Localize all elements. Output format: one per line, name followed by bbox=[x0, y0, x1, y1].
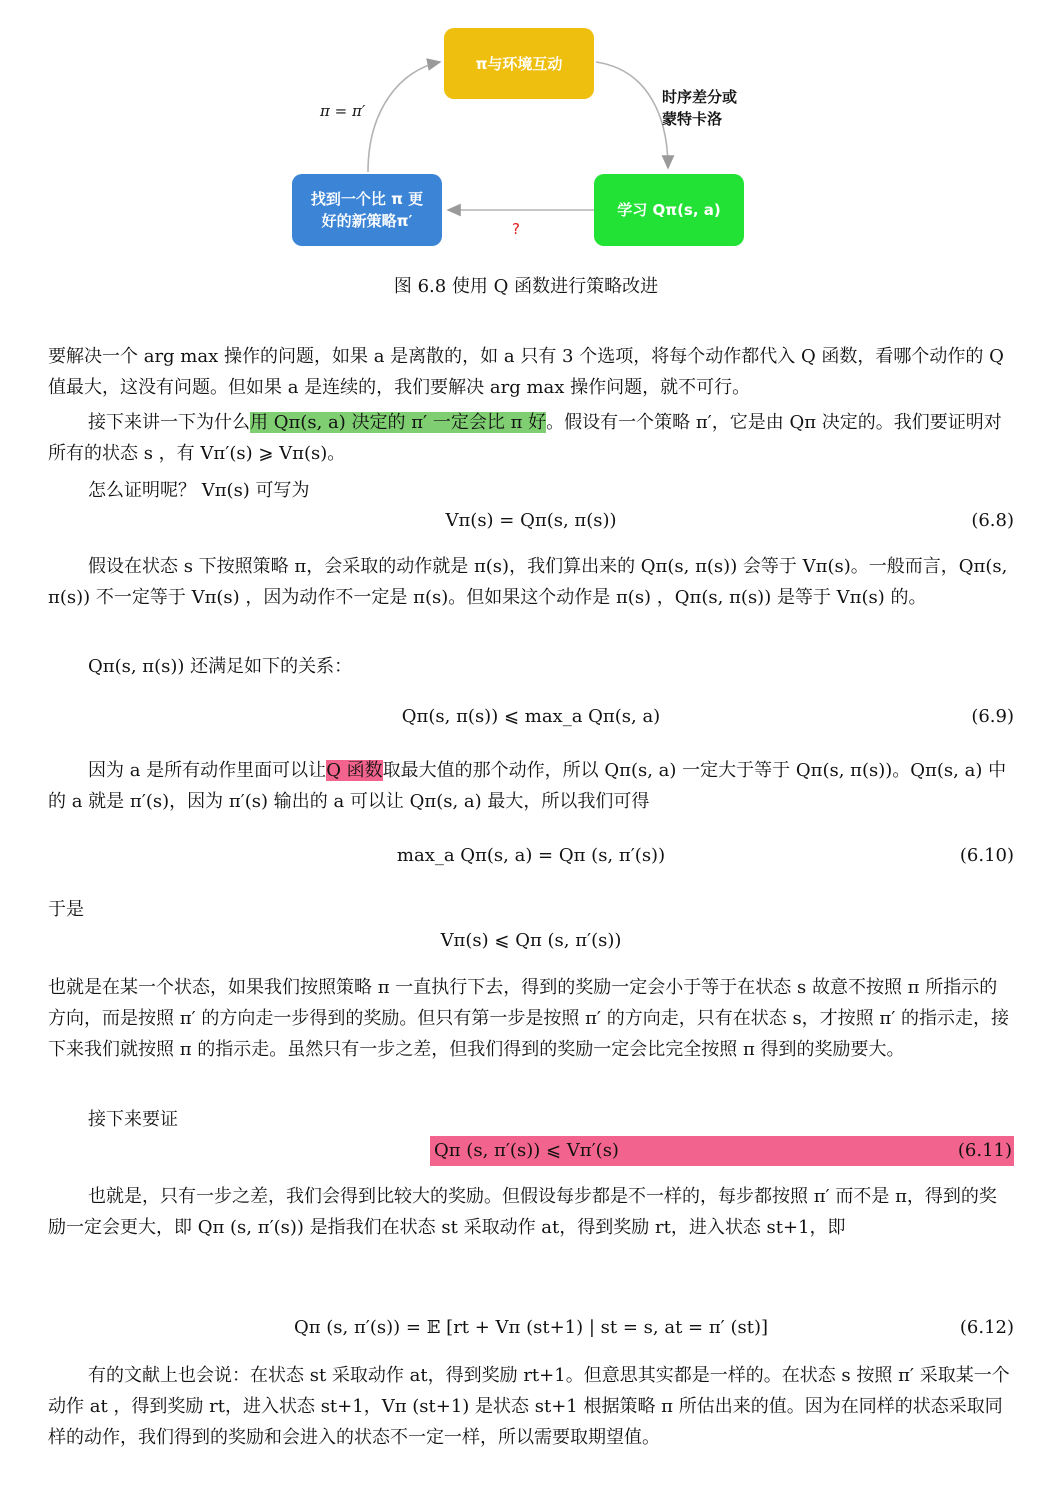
arrow-left-to-top bbox=[368, 62, 440, 172]
paragraph-4: 假设在状态 s 下按照策略 π，会采取的动作就是 π(s)，我们算出来的 Qπ(s, π(s)) 会等于 Vπ(s)。一般而言，Qπ(s, π(s)) 不一定等于 Vπ(s) ，因为动作不一定是 π(s)。但如果这个动作是 π(s) ，Qπ(s, π(s)) 是等于 Vπ(s) 的。 bbox=[48, 556, 1008, 608]
paragraph-6: 因为 a 是所有动作里面可以让Q 函数取最大值的那个动作，所以 Qπ(s, a) 一定大于等于 Qπ(s, π(s))。Qπ(s, a) 中的 a 就是 π′(s)，因为 π′(s) 输出的 a 可以让 Qπ(s, a) 最大，所以我们可得 bbox=[48, 760, 1007, 812]
box-interact-env: π与环境互动 bbox=[444, 28, 594, 99]
equation-6-12: Qπ (s, π′(s)) = 𝔼 [rt + Vπ (st+1) | st = s, at = π′ (st)] (6.12) bbox=[293, 1317, 1014, 1338]
box-find-better-policy: 找到一个比 π 更 好的新策略π′ bbox=[292, 174, 442, 246]
paragraph-5: Qπ(s, π(s)) 还满足如下的关系： bbox=[88, 656, 353, 677]
paragraph-10: 也就是，只有一步之差，我们会得到比较大的奖励。但假设每步都是不一样的，每步都按照 π′ 而不是 π，得到的奖励一定会更大，即 Qπ (s, π′(s)) 是指我们在状态 st 采取动作 at，得到奖励 rt，进入状态 st+1，即 bbox=[48, 1186, 997, 1238]
figure-6-8 bbox=[0, 0, 1052, 310]
paragraph-2: 接下来讲一下为什么用 Qπ(s, a) 决定的 π′ 一定会比 π 好。假设有一个策略 π′，它是由 Qπ 决定的。我们要证明对所有的状态 s ，有 Vπ′(s) ⩾ Vπ(s)。 bbox=[48, 412, 1002, 464]
equation-6-9: Qπ(s, π(s)) ⩽ max_a Qπ(s, a) (6.9) bbox=[401, 706, 1014, 727]
highlight-pink: Q 函数 bbox=[326, 760, 383, 781]
arrow-top-to-right bbox=[596, 62, 668, 168]
paragraph-11: 有的文献上也会说：在状态 st 采取动作 at，得到奖励 rt+1。但意思其实都是一样的。在状态 s 按照 π′ 采取某一个动作 at ，得到奖励 rt，进入状态 st+1，Vπ (st+1) 是状态 st+1 根据策略 π 所估出来的值。因为在同样的状态采取同样的动作，我们得到的奖励和会进入的状态不一定一样，所以需要取期望值。 bbox=[48, 1365, 1010, 1448]
equation-6-11: Qπ (s, π′(s)) ⩽ Vπ′(s) (6.11) bbox=[430, 1136, 1014, 1166]
highlight-green: 用 Qπ(s, a) 决定的 π′ 一定会比 π 好 bbox=[250, 412, 547, 433]
label-td-or-mc: 时序差分或 蒙特卡洛 bbox=[662, 88, 738, 128]
label-policy-update: π = π′ bbox=[320, 102, 366, 120]
label-question-mark: ? bbox=[512, 220, 520, 238]
paragraph-3: 怎么证明呢？ Vπ(s) 可写为 bbox=[88, 480, 310, 501]
paragraph-1: 要解决一个 arg max 操作的问题，如果 a 是离散的，如 a 只有 3 个选项，将每个动作都代入 Q 函数，看哪个动作的 Q 值最大，这没有问题。但如果 a 是连续的，我们要解决 arg max 操作问题，就不可行。 bbox=[48, 346, 1004, 398]
paragraph-7: 于是 bbox=[48, 899, 84, 920]
equation-6-8: Vπ(s) = Qπ(s, π(s)) (6.8) bbox=[445, 510, 1014, 531]
box-learn-q: 学习 Qπ(s, a) bbox=[594, 174, 744, 246]
figure-caption: 图 6.8 使用 Q 函数进行策略改进 bbox=[393, 276, 659, 297]
paragraph-8: 也就是在某一个状态，如果我们按照策略 π 一直执行下去，得到的奖励一定会小于等于在状态 s 故意不按照 π 所指示的方向，而是按照 π′ 的方向走一步得到的奖励。但只有第一步是按照 π′ 的方向走，只有在状态 s，才按照 π′ 的指示走，接下来我们就按照 π 的指示走。虽然只有一步之差，但我们得到的奖励一定会比完全按照 π 得到的奖励要大。 bbox=[48, 977, 1010, 1060]
equation-6-10: max_a Qπ(s, a) = Qπ (s, π′(s)) (6.10) bbox=[396, 845, 1014, 866]
paragraph-9: 接下来要证 bbox=[88, 1109, 178, 1130]
equation-unnumbered: Vπ(s) ⩽ Qπ (s, π′(s)) bbox=[440, 930, 622, 951]
